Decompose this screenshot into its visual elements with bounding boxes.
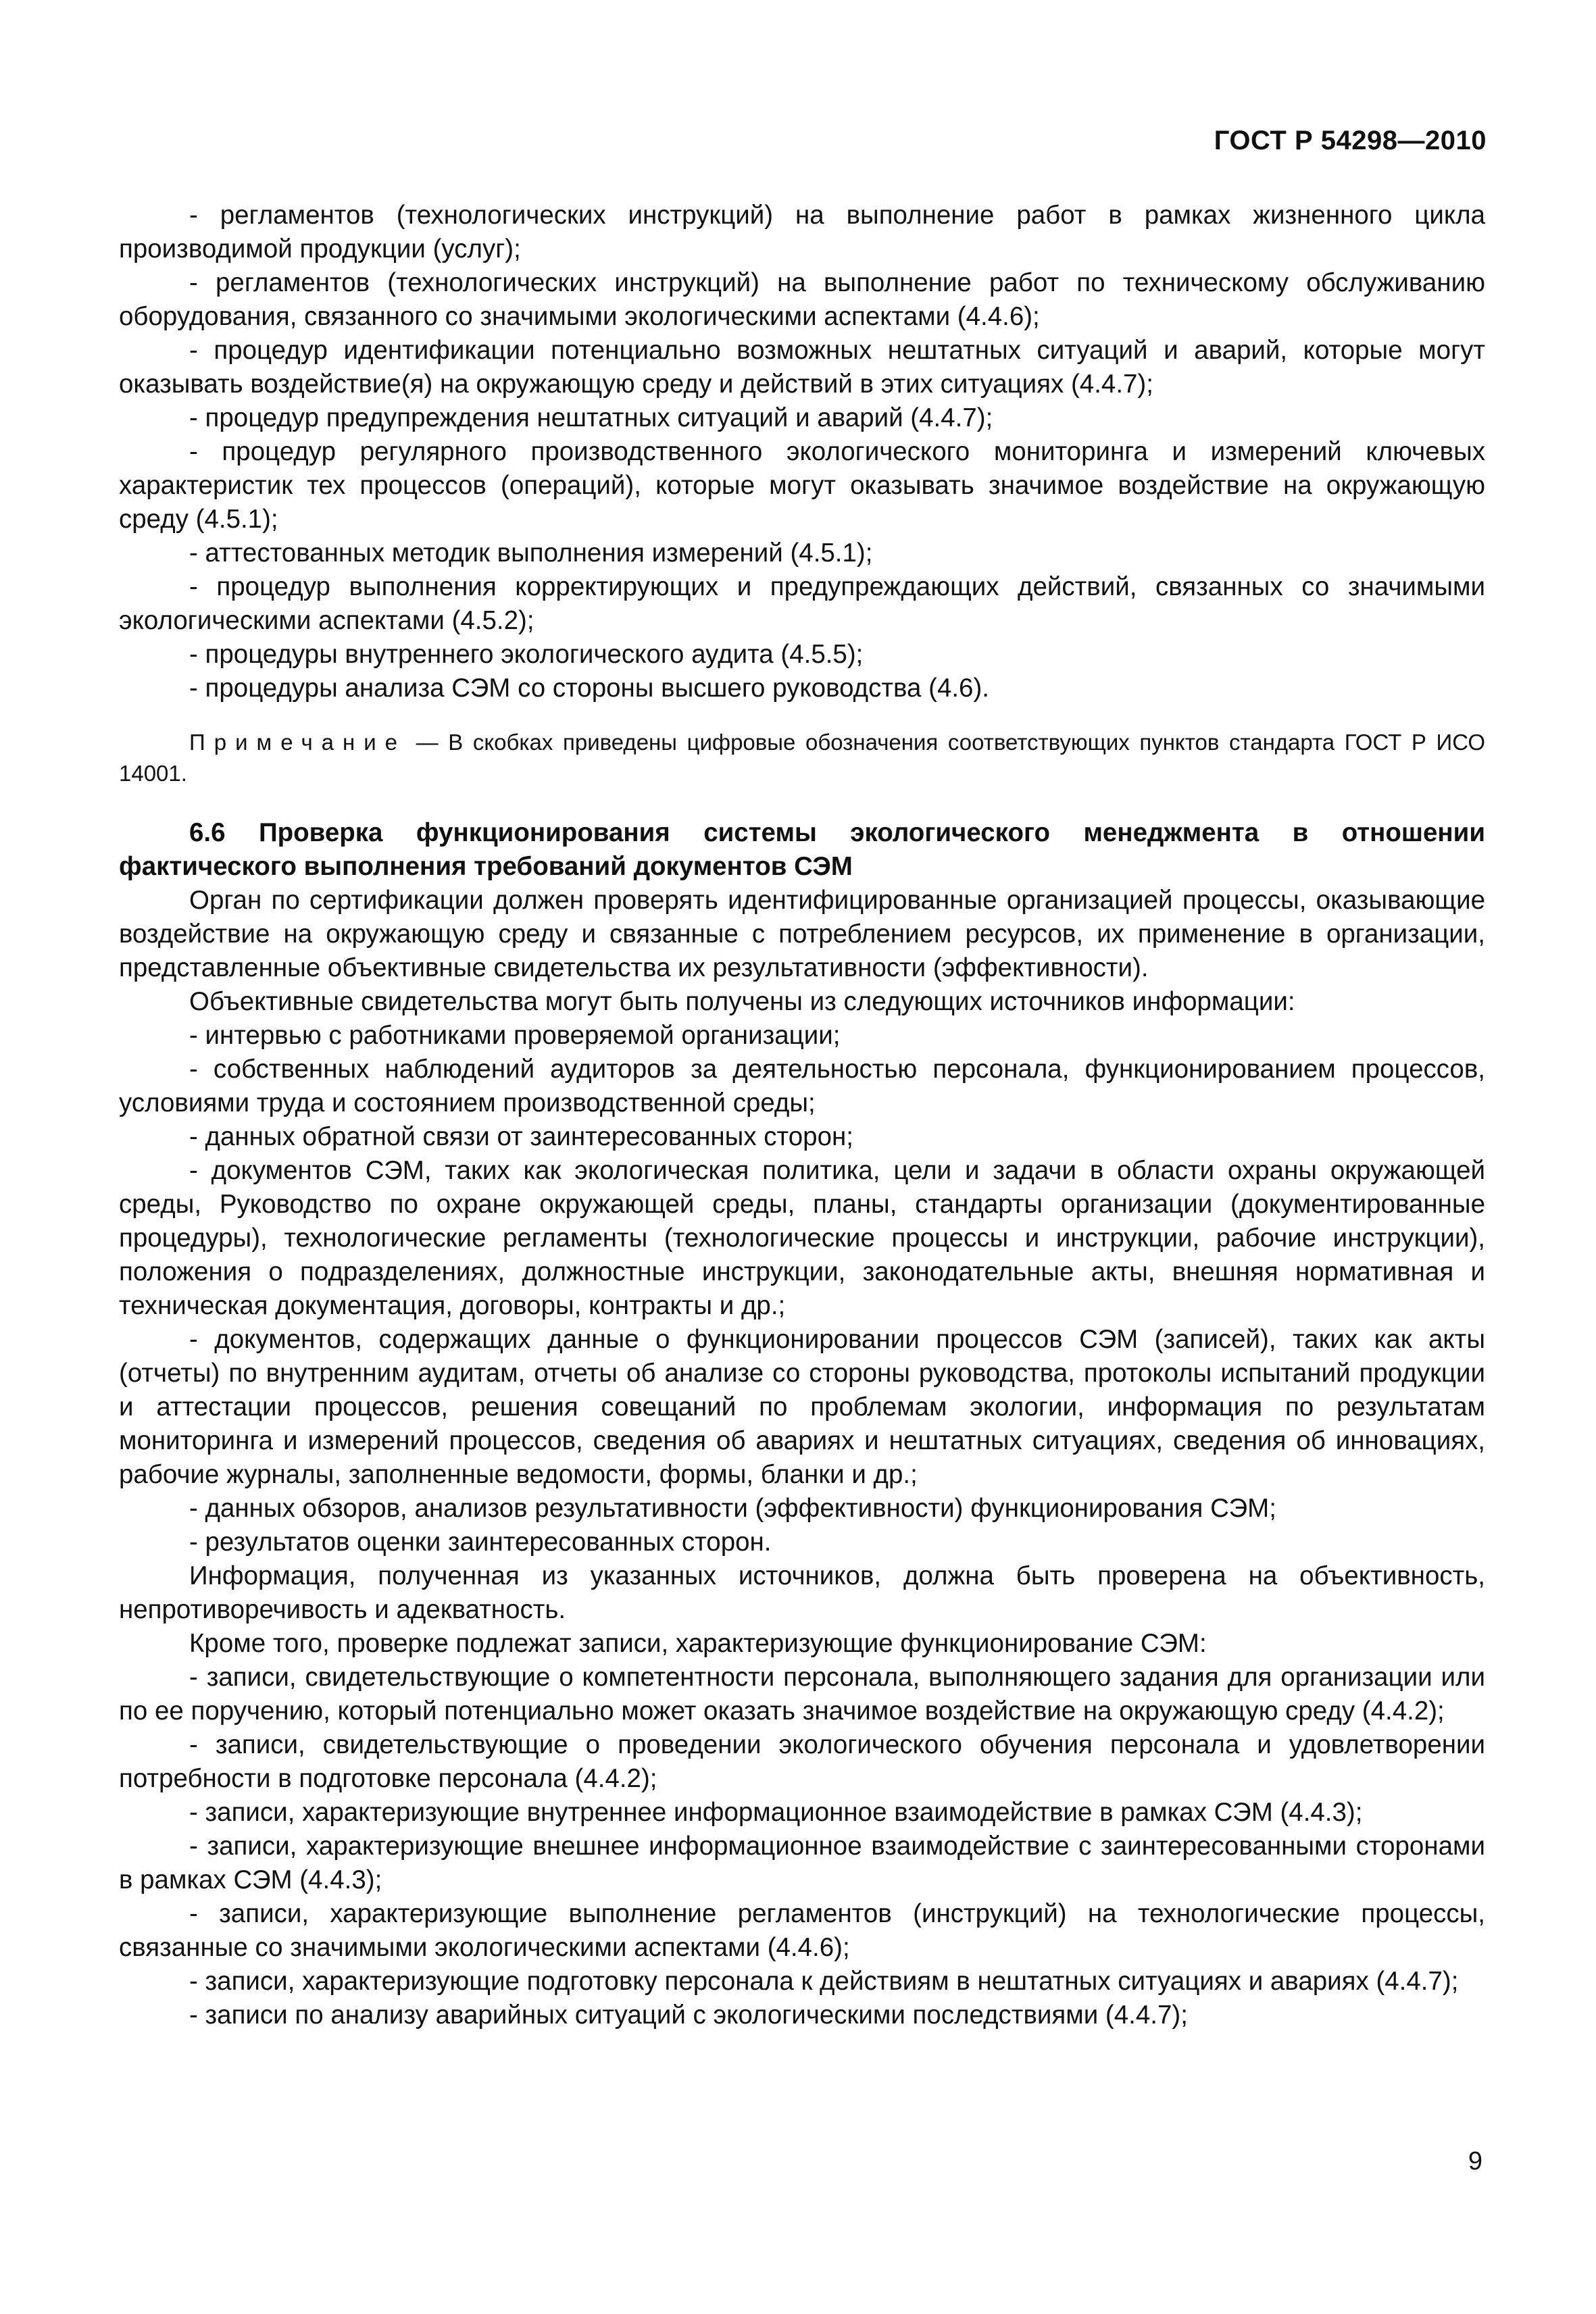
list-item: - процедуры анализа СЭМ со стороны высшего руководства (4.6). [189, 674, 989, 703]
list-item: - процедур выполнения корректирующих и предупреждающих действий, связанных со значимыми экологическими аспектами (4.5.2); [119, 572, 1485, 635]
list-item: - аттестованных методик выполнения измерений (4.5.1); [189, 538, 873, 568]
page-number: 9 [1468, 2147, 1482, 2175]
list-item: - процедуры внутреннего экологического аудита (4.5.5); [189, 640, 864, 669]
document-code: ГОСТ Р 54298—2010 [1214, 126, 1487, 155]
list-item: - записи, характеризующие внутреннее информационное взаимодействие в рамках СЭМ (4.4.3); [189, 1798, 1363, 1827]
note-label: Примечание [189, 730, 407, 755]
paragraph: Кроме того, проверке подлежат записи, характеризующие функционирование СЭМ: [189, 1629, 1207, 1658]
paragraph: Орган по сертификации должен проверять идентифицированные организацией процессы, оказывающие воздействие на окружающую среду и связанные с потреблением ресурсов, их применение в организации, представленные объективные свидетельства их результативности (эффективности). [119, 886, 1485, 982]
list-item: - результатов оценки заинтересованных сторон. [189, 1528, 772, 1557]
list-item: - записи, характеризующие выполнение регламентов (инструкций) на технологические процессы, связанные со значимыми экологическими аспектами (4.4.6); [119, 1899, 1485, 1962]
list-item: - записи, характеризующие внешнее информационное взаимодействие с заинтересованными сторонами в рамках СЭМ (4.4.3); [119, 1832, 1485, 1894]
list-item: - документов СЭМ, таких как экологическая политика, цели и задачи в области охраны окружающей среды, Руководство по охране окружающей среды, планы, стандарты организации (документированные процедуры), технологические регламенты (технологические процессы и инструкции, рабочие инструкции), положения о подразделениях, должностные инструкции, законодательные акты, внешняя нормативная и техническая документация, договоры, контракты и др.; [119, 1156, 1485, 1320]
list-item: - записи, свидетельствующие о компетентности персонала, выполняющего задания для организации или по ее поручению, который потенциально может оказать значимое воздействие на окружающую среду (4.4.2); [119, 1663, 1485, 1726]
list-item: - процедур идентификации потенциально возможных нештатных ситуаций и аварий, которые могут оказывать воздействие(я) на окружающую среду и действий в этих ситуациях (4.4.7); [119, 336, 1485, 399]
list-item: - интервью с работниками проверяемой организации; [189, 1021, 841, 1050]
note [119, 727, 1485, 789]
section-heading: 6.6 Проверка функционирования системы экологического менеджмента в отношении фактического выполнения требований документов СЭМ [119, 818, 1485, 881]
list-item: - регламентов (технологических инструкций) на выполнение работ по техническому обслуживанию оборудования, связанного со значимыми экологическими аспектами (4.4.6); [119, 268, 1485, 331]
list-item: - регламентов (технологических инструкций) на выполнение работ в рамках жизненного цикла производимой продукции (услуг); [119, 201, 1485, 263]
list-item: - данных обзоров, анализов результативности (эффективности) функционирования СЭМ; [189, 1494, 1276, 1523]
list-item: - записи, свидетельствующие о проведении экологического обучения персонала и удовлетворении потребности в подготовке персонала (4.4.2); [119, 1730, 1485, 1793]
paragraph: Информация, полученная из указанных источников, должна быть проверена на объективность, непротиворечивость и адекватность. [119, 1561, 1485, 1624]
list-item: - записи, характеризующие подготовку персонала к действиям в нештатных ситуациях и авариях (4.4.7); [189, 1967, 1459, 1996]
note-text: — В скобках приведены цифровые обозначения соответствующих пунктов стандарта ГОСТ Р ИСО 14001. [119, 730, 1485, 786]
list-item: - данных обратной связи от заинтересованных сторон; [189, 1122, 853, 1151]
list-item: - собственных наблюдений аудиторов за деятельностью персонала, функционированием процессов, условиями труда и состоянием производственной среды; [119, 1055, 1485, 1117]
paragraph: Объективные свидетельства могут быть получены из следующих источников информации: [189, 987, 1295, 1016]
list-item: - процедур предупреждения нештатных ситуаций и аварий (4.4.7); [189, 403, 993, 432]
document-body [119, 199, 1485, 2032]
list-item: - записи по анализу аварийных ситуаций с экологическими последствиями (4.4.7); [189, 2001, 1188, 2030]
list-item: - документов, содержащих данные о функционировании процессов СЭМ (записей), таких как акты (отчеты) по внутренним аудитам, отчеты об анализе со стороны руководства, протоколы испытаний продукции и аттестации процессов, решения совещаний по проблемам экологии, информация по результатам мониторинга и измерений процессов, сведения об авариях и нештатных ситуациях, сведения об инновациях, рабочие журналы, заполненные ведомости, формы, бланки и др.; [119, 1325, 1485, 1489]
list-item: - процедур регулярного производственного экологического мониторинга и измерений ключевых характеристик тех процессов (операций), которые могут оказывать значимое воздействие на окружающую среду (4.5.1); [119, 437, 1485, 534]
